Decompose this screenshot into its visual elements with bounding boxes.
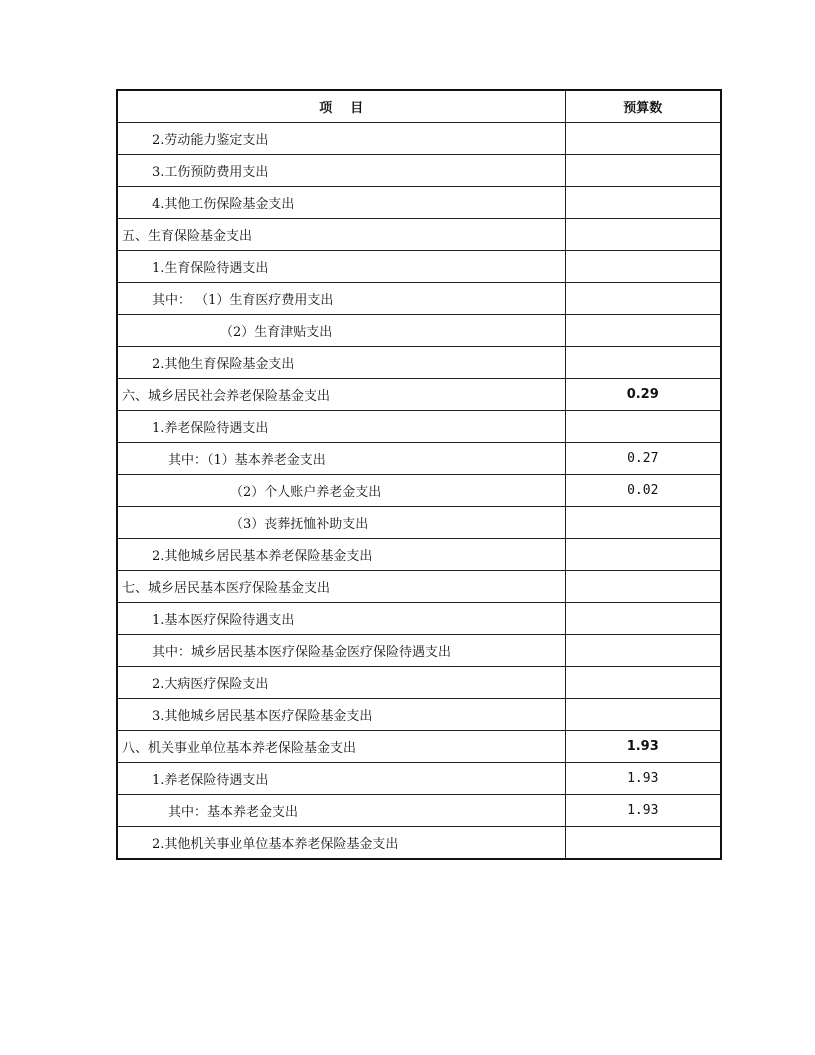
table-row [117, 411, 721, 443]
table-row [117, 443, 721, 475]
row-item-label: 2.其他机关事业单位基本养老保险基金支出 [117, 827, 565, 860]
table-header-row [117, 90, 721, 123]
row-amount [565, 507, 721, 539]
row-item-label: 3.工伤预防费用支出 [117, 155, 565, 187]
table-row [117, 827, 721, 860]
table-row [117, 667, 721, 699]
row-amount: 1.93 [565, 795, 721, 827]
row-item-label: 2.劳动能力鉴定支出 [117, 123, 565, 155]
table-row [117, 603, 721, 635]
row-amount [565, 347, 721, 379]
row-item-label: 1.基本医疗保险待遇支出 [117, 603, 565, 635]
table-row [117, 187, 721, 219]
row-amount [565, 315, 721, 347]
column-header-amount: 预算数 [565, 90, 721, 123]
table-row [117, 155, 721, 187]
row-item-label: 其中：城乡居民基本医疗保险基金医疗保险待遇支出 [117, 635, 565, 667]
table-row [117, 315, 721, 347]
row-amount [565, 411, 721, 443]
table-row [117, 539, 721, 571]
table-row [117, 795, 721, 827]
row-item-label: 八、机关事业单位基本养老保险基金支出 [117, 731, 565, 763]
row-item-label: 其中：基本养老金支出 [117, 795, 565, 827]
row-amount [565, 603, 721, 635]
row-item-label: 五、生育保险基金支出 [117, 219, 565, 251]
row-amount [565, 155, 721, 187]
row-item-label: 4.其他工伤保险基金支出 [117, 187, 565, 219]
row-amount [565, 123, 721, 155]
budget-table [116, 89, 722, 860]
row-item-label: 1.养老保险待遇支出 [117, 763, 565, 795]
table-row [117, 507, 721, 539]
table-row [117, 251, 721, 283]
row-amount: 0.02 [565, 475, 721, 507]
row-item-label: （2）生育津贴支出 [117, 315, 565, 347]
row-amount [565, 571, 721, 603]
row-item-label: 2.大病医疗保险支出 [117, 667, 565, 699]
table-body [117, 123, 721, 860]
row-item-label: 2.其他生育保险基金支出 [117, 347, 565, 379]
row-item-label: 七、城乡居民基本医疗保险基金支出 [117, 571, 565, 603]
row-item-label: 其中： （1）生育医疗费用支出 [117, 283, 565, 315]
table-row [117, 123, 721, 155]
row-amount [565, 251, 721, 283]
row-item-label: 2.其他城乡居民基本养老保险基金支出 [117, 539, 565, 571]
row-item-label: 其中：（1）基本养老金支出 [117, 443, 565, 475]
row-amount [565, 539, 721, 571]
row-amount [565, 219, 721, 251]
table-row [117, 475, 721, 507]
row-item-label: 1.生育保险待遇支出 [117, 251, 565, 283]
table-row [117, 699, 721, 731]
row-item-label: 六、城乡居民社会养老保险基金支出 [117, 379, 565, 411]
row-amount: 0.27 [565, 443, 721, 475]
row-item-label: 3.其他城乡居民基本医疗保险基金支出 [117, 699, 565, 731]
row-amount: 0.29 [565, 379, 721, 411]
row-item-label: 1.养老保险待遇支出 [117, 411, 565, 443]
row-amount [565, 283, 721, 315]
row-item-label: （2）个人账户养老金支出 [117, 475, 565, 507]
row-amount [565, 187, 721, 219]
row-amount [565, 635, 721, 667]
row-amount: 1.93 [565, 731, 721, 763]
column-header-item: 项 目 [117, 90, 565, 123]
row-item-label: （3）丧葬抚恤补助支出 [117, 507, 565, 539]
table-row [117, 635, 721, 667]
table-row [117, 347, 721, 379]
table-row [117, 731, 721, 763]
row-amount: 1.93 [565, 763, 721, 795]
table-row [117, 763, 721, 795]
row-amount [565, 699, 721, 731]
row-amount [565, 667, 721, 699]
row-amount [565, 827, 721, 860]
table-row [117, 283, 721, 315]
table-row [117, 571, 721, 603]
table-row [117, 219, 721, 251]
table-row [117, 379, 721, 411]
